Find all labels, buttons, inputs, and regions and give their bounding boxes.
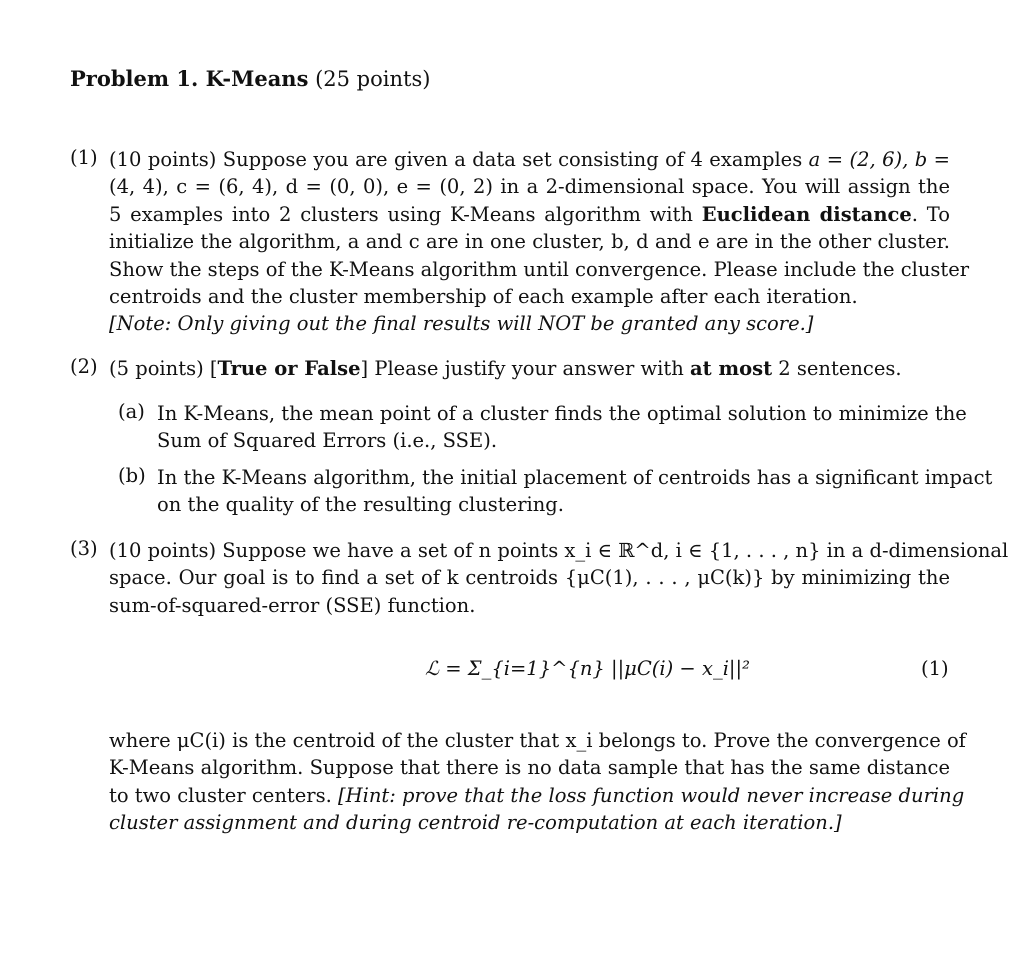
q2-a-line-2: Sum of Squared Errors (i.e., SSE). [157,429,498,453]
q1-line-2: (4, 4), c = (6, 4), d = (0, 0), e = (0, 2) in a 2-dimensional space. You will assign the [109,175,950,199]
q3-line-1: (10 points) Suppose we have a set of n points x_i ∈ ℝ^d, i ∈ {1, . . . , n} in a d-dimensional [109,539,1009,562]
q2-part-b-label: (b) [118,464,146,487]
q3-after-line-3: to two cluster centers. [Hint: prove that the loss function would never increase during [109,783,965,807]
q1-line-6: centroids and the cluster membership of each example after each iteration. [109,284,858,308]
q1-line-5: Show the steps of the K-Means algorithm until convergence. Please include the cluster [109,257,970,281]
q2-intro: (5 points) [True or False] Please justify your answer with at most 2 sentences. [109,357,902,380]
problem-title-points: (25 points) [315,67,431,91]
q3-hint-start: [Hint: prove that the loss function would never increase during [337,783,965,807]
q1-line-4: initialize the algorithm, a and c are in one cluster, b, d and e are in the other cluster. [109,230,950,254]
q1-line-1: (10 points) Suppose you are given a data set consisting of 4 examples a = (2, 6), b = [109,148,950,171]
q1-euclidean: Euclidean distance [701,202,912,226]
q3-line-3: sum-of-squared-error (SSE) function. [109,593,476,617]
equation-number: (1) [921,657,949,680]
q2-a-line-1: In K-Means, the mean point of a cluster finds the optimal solution to minimize the [157,402,967,425]
question-3-body [109,537,1009,619]
q2-b-line-2: on the quality of the resulting clustering. [157,493,564,517]
sse-equation-text: ℒ = Σ_{i=1}^{n} ||μC(i) − x_i||² [425,657,750,680]
problem-title [70,66,430,91]
question-1-number: (1) [70,146,98,169]
q2-part-a-label: (a) [118,400,145,423]
q3-line-2: space. Our goal is to find a set of k centroids {μC(1), . . . , μC(k)} by minimizing the [109,566,950,590]
q1-math-ab: a = (2, 6), b = [808,148,950,171]
q3-after-line-2: K-Means algorithm. Suppose that there is no data sample that has the same distance [109,756,950,780]
sse-equation [425,640,750,704]
q1-line-3: 5 examples into 2 clusters using K-Means algorithm with Euclidean distance. To [109,202,950,226]
question-2-body [109,355,950,382]
q2-b-line-1: In the K-Means algorithm, the initial placement of centroids has a significant impact [157,466,993,489]
q1-note: [Note: Only giving out the final results will NOT be granted any score.] [109,312,814,336]
question-2-number: (2) [70,355,98,378]
question-1-body [109,146,970,338]
q3-after-line-1: where μC(i) is the centroid of the cluster that x_i belongs to. Prove the convergence of [109,729,966,752]
problem-title-bold: Problem 1. K-Means [70,66,309,91]
question-3-number: (3) [70,537,98,560]
q3-hint-end: cluster assignment and during centroid re-computation at each iteration.] [109,811,842,835]
